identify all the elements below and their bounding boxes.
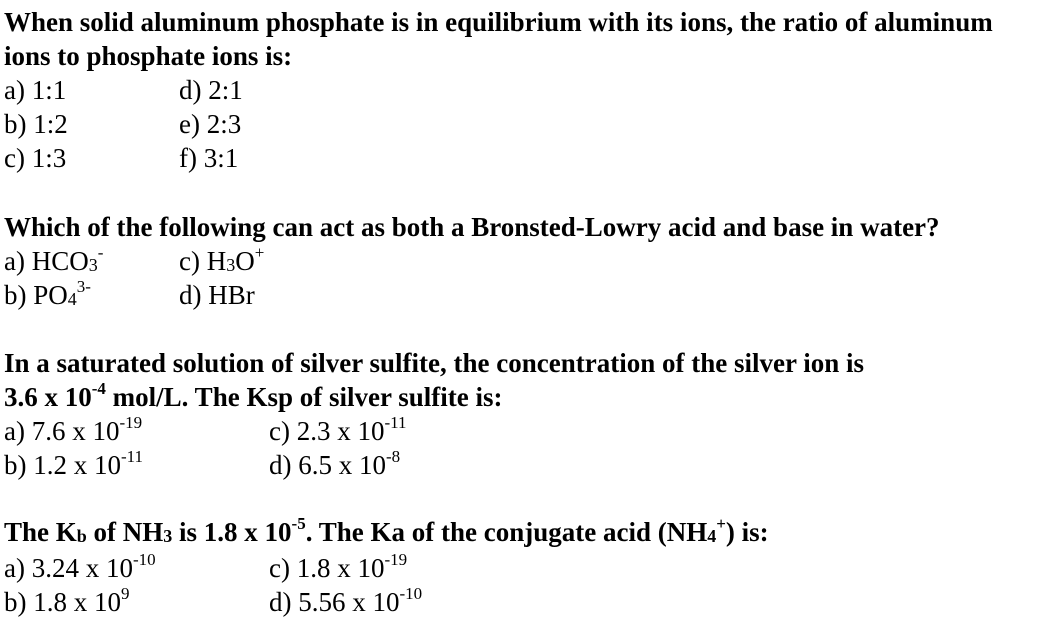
q4-option-a xyxy=(4,551,156,585)
q3-c-exp: -11 xyxy=(384,413,407,432)
q4-p3: is 1.8 x 10 xyxy=(172,517,292,547)
q2-a-label: a) HCO xyxy=(4,246,89,276)
q3-line-2-rest: mol/L. The Ksp of silver sulfite is: xyxy=(105,382,503,412)
q4-option-b xyxy=(4,585,130,619)
q2-a-sup: - xyxy=(97,243,104,262)
q1-option-f: f) 3:1 xyxy=(179,143,239,173)
q2-c-sup: + xyxy=(254,243,265,262)
q3-option-b xyxy=(4,448,143,482)
q4-c-base: c) 1.8 x 10 xyxy=(269,553,385,583)
question-4-text xyxy=(4,515,1044,549)
q3-line-2 xyxy=(4,380,1044,414)
q3-c-base: c) 2.3 x 10 xyxy=(269,416,385,446)
q4-p2: of NH xyxy=(86,517,164,547)
q3-a-base: a) 7.6 x 10 xyxy=(4,416,120,446)
q4-b-base: b) 1.8 x 10 xyxy=(4,587,121,617)
q1-option-c: c) 1:3 xyxy=(4,143,67,173)
q4-nh3-sub: 3 xyxy=(163,526,173,546)
q3-conc-exp: -4 xyxy=(91,379,106,398)
q3-option-a xyxy=(4,414,142,448)
q3-conc-base: 3.6 x 10 xyxy=(4,382,92,412)
q4-a-base: a) 3.24 x 10 xyxy=(4,553,133,583)
q4-exp: -5 xyxy=(291,514,306,533)
q1-option-d: d) 2:1 xyxy=(179,75,243,105)
q3-b-base: b) 1.2 x 10 xyxy=(4,450,121,480)
q3-b-exp: -11 xyxy=(121,447,144,466)
q3-option-d xyxy=(269,448,400,482)
question-1-text: When solid aluminum phosphate is in equilibrium with its ions, the ratio of aluminum ions to phosphate ions is: xyxy=(4,7,993,71)
q1-option-e: e) 2:3 xyxy=(179,109,242,139)
q4-d-exp: -10 xyxy=(399,584,423,603)
q2-a-sub: 3 xyxy=(88,255,98,275)
q4-nh4-sub: 4 xyxy=(707,526,717,546)
q4-option-d xyxy=(269,585,422,619)
q3-a-exp: -19 xyxy=(119,413,143,432)
q4-kb-sub: b xyxy=(76,526,87,546)
q2-b-label: b) PO xyxy=(4,280,68,310)
q4-nh4-sup: + xyxy=(716,514,726,533)
q4-p5: ) is: xyxy=(725,517,769,547)
q4-d-base: d) 5.56 x 10 xyxy=(269,587,400,617)
q3-d-exp: -8 xyxy=(386,447,401,466)
q3-option-c xyxy=(269,414,407,448)
q2-b-sup: 3- xyxy=(76,277,91,296)
q2-option-a xyxy=(4,244,103,278)
q4-option-c xyxy=(269,551,407,585)
question-2-text: Which of the following can act as both a Bronsted-Lowry acid and base in water? xyxy=(4,212,940,242)
question-3-text xyxy=(4,346,1044,414)
q2-option-c xyxy=(179,244,264,278)
q1-option-a: a) 1:1 xyxy=(4,75,67,105)
q2-option-d: d) HBr xyxy=(179,280,255,310)
q2-c-mid: O xyxy=(235,246,255,276)
q1-option-b: b) 1:2 xyxy=(4,109,68,139)
q2-c-sub: 3 xyxy=(226,255,236,275)
q4-c-exp: -19 xyxy=(384,550,408,569)
q4-a-exp: -10 xyxy=(132,550,156,569)
q2-c-label: c) H xyxy=(179,246,227,276)
q4-p4: . The Ka of the conjugate acid (NH xyxy=(305,517,708,547)
q3-line-1: In a saturated solution of silver sulfite, the concentration of the silver ion is xyxy=(4,348,864,378)
q3-d-base: d) 6.5 x 10 xyxy=(269,450,386,480)
q4-b-exp: 9 xyxy=(121,584,130,603)
q4-p1: The K xyxy=(4,517,77,547)
q2-b-sub: 4 xyxy=(67,289,77,309)
q2-option-b xyxy=(4,278,91,312)
